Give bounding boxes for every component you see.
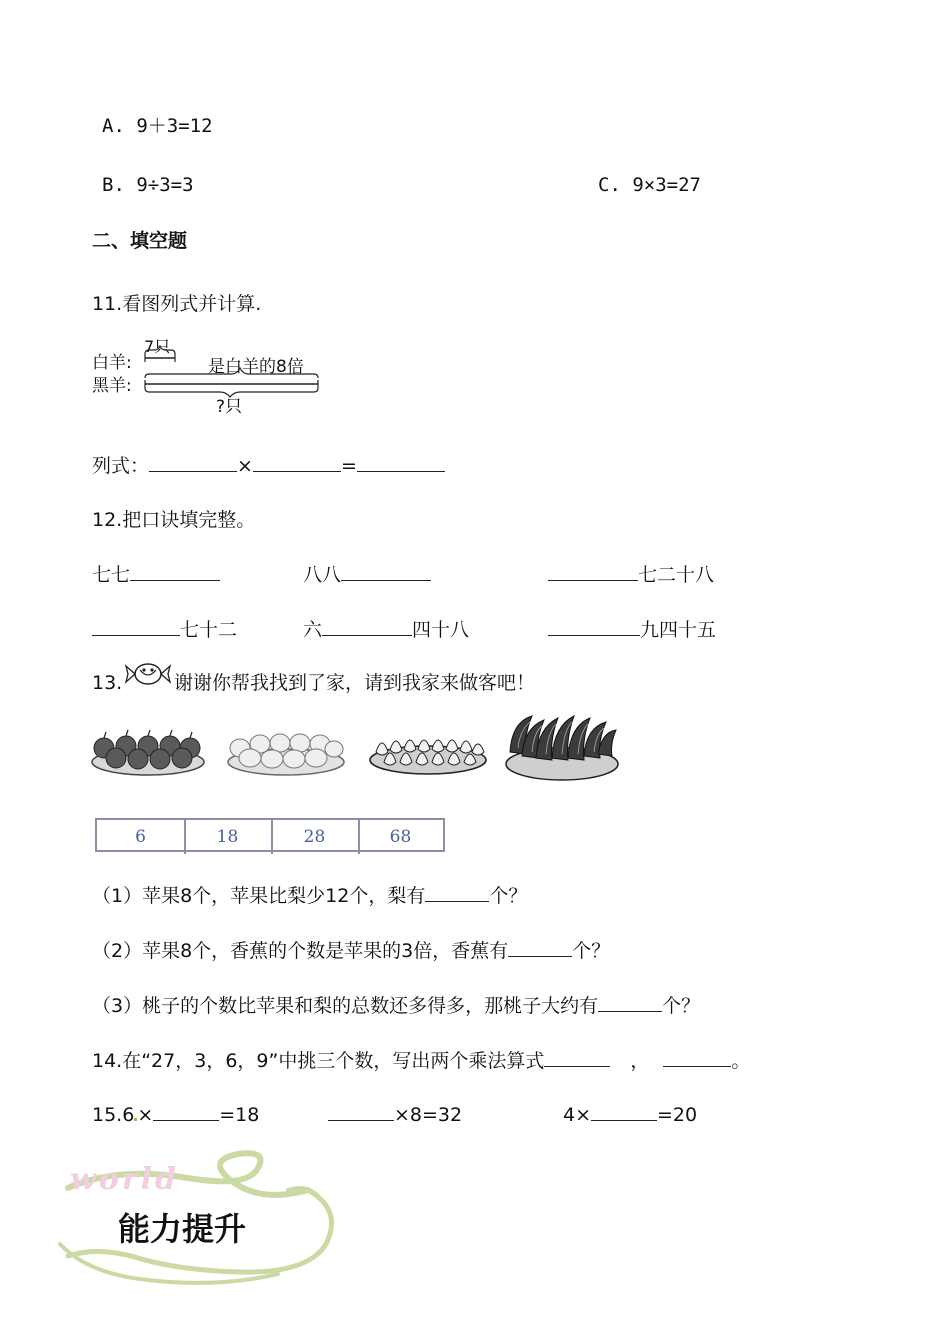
q15-eq1 xyxy=(92,1102,259,1127)
choice-c: C. 9×3=27 xyxy=(598,174,701,196)
sub3-text: （3）桃子的个数比苹果和梨的总数还多得多，那桃子大约有 xyxy=(92,995,599,1017)
blank-verse-2[interactable] xyxy=(341,562,431,581)
q11-title: 11.看图列式并计算. xyxy=(92,293,262,315)
q14-comma: ， xyxy=(630,1050,650,1072)
verse-5 xyxy=(303,617,469,642)
sub2-text: （2）苹果8个，香蕉的个数是苹果的3倍，香蕉有 xyxy=(92,940,509,962)
q12-title: 12.把口诀填完整。 xyxy=(92,509,256,531)
blank-peaches[interactable] xyxy=(598,993,662,1012)
blank-verse-3[interactable] xyxy=(548,562,638,581)
sub3-unit: 个？ xyxy=(662,995,701,1017)
q15-eq2 xyxy=(328,1102,462,1127)
q15-eq1-a: 6 xyxy=(122,1104,135,1126)
q13-sub3 xyxy=(92,993,700,1018)
blank-factor-2[interactable] xyxy=(253,453,341,472)
verse-6-text: 九四十五 xyxy=(640,619,717,641)
blank-verse-6[interactable] xyxy=(548,617,640,636)
sub1-text: （1）苹果8个，苹果比梨少12个，梨有 xyxy=(92,885,426,907)
banner-word: world xyxy=(70,1162,180,1197)
blank-q15-1[interactable] xyxy=(153,1102,219,1121)
number-cell: 28 xyxy=(271,820,360,854)
q13-sub2 xyxy=(92,938,610,963)
blank-q15-3[interactable] xyxy=(591,1102,657,1121)
verse-4-text: 七十二 xyxy=(180,619,238,641)
verse-3 xyxy=(548,562,714,587)
relation-label: 是白羊的8倍 xyxy=(208,357,304,377)
blank-verse-4[interactable] xyxy=(92,617,180,636)
q15-number: 15. xyxy=(92,1104,123,1126)
q11-figure xyxy=(92,334,332,417)
blank-q15-2[interactable] xyxy=(328,1102,394,1121)
q13-speech: 谢谢你帮我找到了家，请到我家来做客吧！ xyxy=(174,672,536,694)
q13-number: 13. xyxy=(92,672,123,694)
blank-factor-1[interactable] xyxy=(149,453,237,472)
verse-1-text: 七七 xyxy=(92,564,131,586)
banana-plate-image xyxy=(502,708,622,784)
choice-b: B. 9÷3=3 xyxy=(102,174,194,196)
q15-eq3 xyxy=(563,1102,697,1127)
q14 xyxy=(92,1048,750,1073)
blank-product[interactable] xyxy=(357,453,445,472)
q15-eq1-c: =18 xyxy=(219,1104,260,1126)
candy-icon xyxy=(124,658,172,690)
number-table xyxy=(95,818,445,852)
white-sheep-label: 白羊: xyxy=(92,353,132,373)
black-sheep-label: 黑羊: xyxy=(92,376,132,396)
blank-verse-5[interactable] xyxy=(322,617,412,636)
q15-eq3-b: =20 xyxy=(657,1104,698,1126)
bar-diagram xyxy=(92,334,332,414)
apple-plate-image xyxy=(88,720,210,780)
pear-plate-image xyxy=(224,722,348,780)
white-count-label: 7只 xyxy=(144,337,171,356)
blank-pears[interactable] xyxy=(425,883,489,902)
number-cell: 18 xyxy=(184,820,273,854)
banner-title: 能力提升 xyxy=(118,1210,247,1248)
verse-2 xyxy=(303,562,431,587)
blank-equation-2[interactable] xyxy=(663,1048,731,1067)
verse-5-text-b: 四十八 xyxy=(412,619,470,641)
number-cell: 6 xyxy=(97,820,186,854)
choice-a: A. 9＋3=12 xyxy=(102,115,213,137)
unknown-label: ?只 xyxy=(216,397,243,417)
blank-bananas[interactable] xyxy=(508,938,572,957)
verse-5-text-a: 六 xyxy=(303,619,323,641)
section-title: 二、填空题 xyxy=(92,230,188,252)
number-cell: 68 xyxy=(389,827,412,847)
q11-formula xyxy=(92,453,445,478)
q15-eq2-b: ×8=32 xyxy=(394,1104,463,1126)
peach-plate-image xyxy=(366,722,490,780)
verse-3-text: 七二十八 xyxy=(638,564,715,586)
q14-text: 14.在“27，3，6，9”中挑三个数，写出两个乘法算式 xyxy=(92,1050,545,1072)
verse-4 xyxy=(92,617,237,642)
equals-sign: = xyxy=(340,455,357,477)
blank-equation-1[interactable] xyxy=(544,1048,610,1067)
q14-end: 。 xyxy=(731,1050,751,1072)
sub1-unit: 个？ xyxy=(489,885,528,907)
ability-banner xyxy=(58,1148,348,1298)
q15-eq1-times: × xyxy=(137,1104,154,1126)
blank-verse-1[interactable] xyxy=(130,562,220,581)
verse-1 xyxy=(92,562,220,587)
sub2-unit: 个？ xyxy=(572,940,611,962)
q15-eq3-a: 4× xyxy=(563,1104,592,1126)
times-sign: × xyxy=(237,455,253,477)
verse-6 xyxy=(548,617,716,642)
formula-label: 列式： xyxy=(92,455,150,477)
verse-2-text: 八八 xyxy=(303,564,342,586)
q13-sub1 xyxy=(92,883,527,908)
